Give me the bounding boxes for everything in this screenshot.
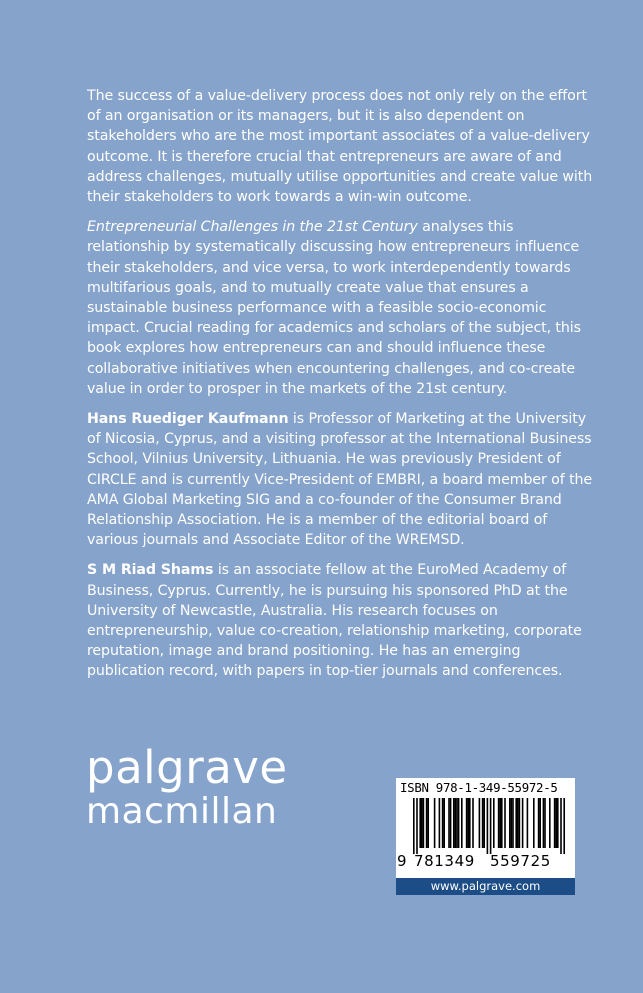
barcode-bar <box>479 798 481 848</box>
barcode-bar <box>533 798 535 848</box>
barcode-bar <box>499 798 501 848</box>
barcode-bar <box>434 798 436 848</box>
barcode-bar <box>557 798 559 848</box>
barcode-bar <box>455 798 457 848</box>
barcode-bar <box>450 798 452 848</box>
barcode-bar <box>439 798 441 848</box>
barcode-bar <box>421 798 423 848</box>
barcode-bar <box>538 798 540 848</box>
barcode-bar <box>504 798 506 848</box>
author-bio-1 <box>87 409 599 550</box>
barcode-bar <box>442 798 444 848</box>
barcode-bar <box>413 798 415 854</box>
barcode-bar <box>458 798 460 848</box>
barcode-bar <box>527 798 529 848</box>
barcode-bar <box>483 798 485 848</box>
barcode-bar <box>416 798 418 854</box>
barcode-bar <box>482 798 484 848</box>
barcode-bar <box>461 798 463 848</box>
barcode-bar <box>522 798 524 848</box>
barcode-bar <box>555 798 557 848</box>
barcode-bar <box>501 798 503 848</box>
barcode-bar <box>554 798 556 848</box>
barcode-bar <box>456 798 458 848</box>
barcode-bar <box>443 798 445 848</box>
barcode-bar <box>419 798 421 848</box>
blurb-paragraph-2-text: analyses this relationship by systematically discussing how entrepreneurs influence their stakeholders, and vice versa, to work interdependently towards multifarious goals, and to mutually create value that ensures a sustainable business performance with a feasible socio-economic impact. Crucial reading for academics and scholars of the subject, this book explores how entrepreneurs can and should influence these collaborative initiatives when encountering challenges, and co-create value in order to prosper in the markets of the 21st century. <box>87 219 581 397</box>
publisher-url[interactable]: www.palgrave.com <box>396 878 575 895</box>
barcode-bar <box>519 798 521 848</box>
isbn-label: ISBN 978-1-349-55972-5 <box>400 780 558 795</box>
author-bio-2 <box>87 560 599 681</box>
barcode-bar <box>490 798 492 854</box>
barcode-bar <box>563 798 565 854</box>
barcode-bar <box>512 798 514 848</box>
author-name-1: Hans Ruediger Kaufmann <box>87 411 289 428</box>
isbn-barcode-box <box>396 778 575 895</box>
barcode-bar <box>517 798 519 848</box>
barcode-bar <box>427 798 429 848</box>
back-cover-text <box>87 86 599 692</box>
blurb-paragraph-1: The success of a value-delivery process does not only rely on the effort of an organisation or its managers, but it is also dependent on stakeholders who are the most important associates of a value-delivery outcome. It is therefore crucial that entrepreneurs are aware of and address challenges, mutually utilise opportunities and create value with their stakeholders to work towards a win-win outcome. <box>87 88 593 206</box>
barcode-bar <box>448 798 450 848</box>
barcode-bar <box>544 798 546 848</box>
barcode-bar <box>539 798 541 848</box>
barcode-bar <box>543 798 545 848</box>
barcode-bar <box>453 798 455 848</box>
barcode-digits-right: 559725 <box>490 852 551 870</box>
book-title: Entrepreneurial Challenges in the 21st Century <box>87 219 418 236</box>
barcode-bar <box>509 798 511 848</box>
barcode-bar <box>549 798 551 848</box>
barcode-bar <box>426 798 428 848</box>
barcode-bar <box>511 798 513 848</box>
publisher-logo <box>86 741 288 832</box>
barcode-bar <box>487 798 489 854</box>
barcode-digits-left: 781349 <box>414 852 475 870</box>
barcode-bar <box>493 798 495 848</box>
author-bio-2-text: is an associate fellow at the EuroMed Academy of Business, Cyprus. Currently, he is pursuing his sponsored PhD at the University of Newcastle, Australia. His research focuses on entrepreneurship, value co-creation, relationship marketing, corporate reputation, image and brand positioning. He has an emerging publication record, with papers in top-tier journals and conferences. <box>87 562 582 680</box>
author-name-2: S M Riad Shams <box>87 562 214 579</box>
barcode-bar <box>472 798 474 848</box>
blurb-paragraph-2 <box>87 217 599 399</box>
barcode-bar <box>423 798 425 848</box>
barcode-bars <box>402 798 569 854</box>
barcode-digit-first: 9 <box>397 852 407 870</box>
publisher-logo-line1: palgrave <box>86 741 288 794</box>
publisher-logo-line2: macmillan <box>86 791 278 832</box>
barcode-bar <box>560 798 562 854</box>
barcode-bar <box>515 798 517 848</box>
barcode-bar <box>466 798 468 848</box>
barcode-bar <box>498 798 500 848</box>
author-bio-1-text: is Professor of Marketing at the University of Nicosia, Cyprus, and a visiting professor at the International Business School, Vilnius University, Lithuania. He was previously President of CIRCLE and is currently Vice-President of EMBRI, a board member of the AMA Global Marketing SIG and a co-founder of the Consumer Brand Relationship Association. He is a member of the editorial board of various journals and Associate Editor of the WREMSD. <box>87 411 593 549</box>
barcode-bar <box>469 798 471 848</box>
barcode-bar <box>467 798 469 848</box>
